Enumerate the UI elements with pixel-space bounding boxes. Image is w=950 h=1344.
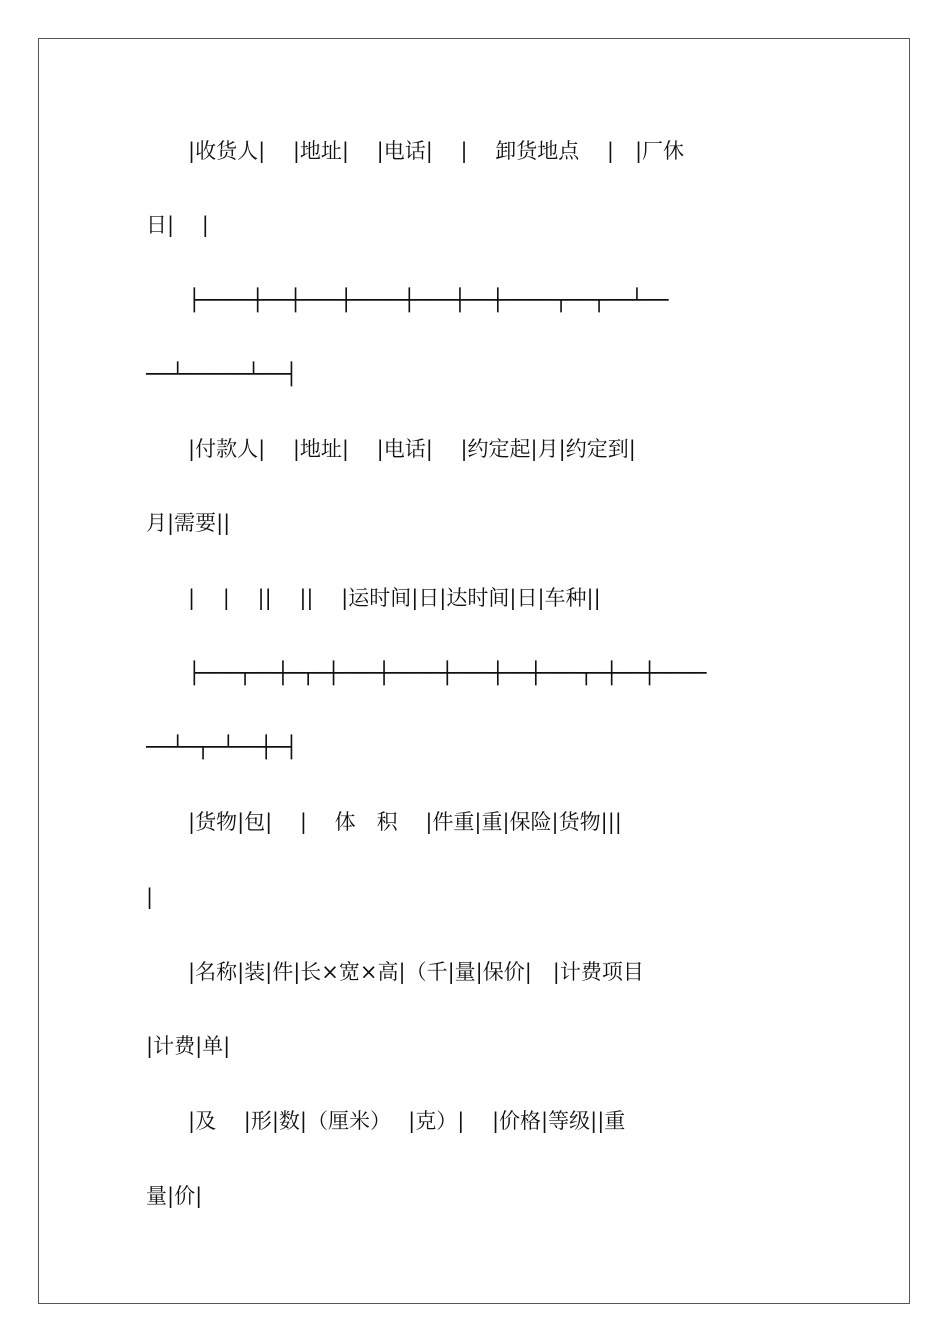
text-line-4: ──┴─────┴──┤	[146, 362, 298, 386]
text-line-13: |计费|单|	[146, 1034, 231, 1058]
text-line-5: |付款人| |地址| |电话| |约定起|月|约定到|	[146, 437, 636, 461]
text-line-2: 日| |	[146, 213, 209, 237]
text-line-14: |及 |形|数|（厘米） |克）| |价格|等级||重	[146, 1109, 626, 1133]
text-line-15: 量|价|	[146, 1184, 203, 1208]
text-line-10: |货物|包| | 体 积 |件重|重|保险|货物|||	[146, 810, 622, 834]
text-line-1: |收货人| |地址| |电话| | 卸货地点 | |厂休	[146, 139, 685, 163]
text-line-3: ├────┼──┼───┼────┼───┼──┼────┬──┬──┴──	[146, 288, 669, 312]
text-line-12: |名称|装|件|长×宽×高|（千|量|保价| |计费项目	[146, 960, 644, 984]
text-line-8: ├───┬──┼─┬─┼───┼────┼───┼──┼───┬─┼──┼────	[146, 661, 707, 685]
text-line-7: | | || || |运时间|日|达时间|日|车种||	[146, 586, 601, 610]
text-line-11: |	[146, 885, 154, 909]
text-line-9: ──┴─┬─┴──┼─┤	[146, 735, 298, 759]
text-line-6: 月|需要||	[146, 511, 231, 535]
